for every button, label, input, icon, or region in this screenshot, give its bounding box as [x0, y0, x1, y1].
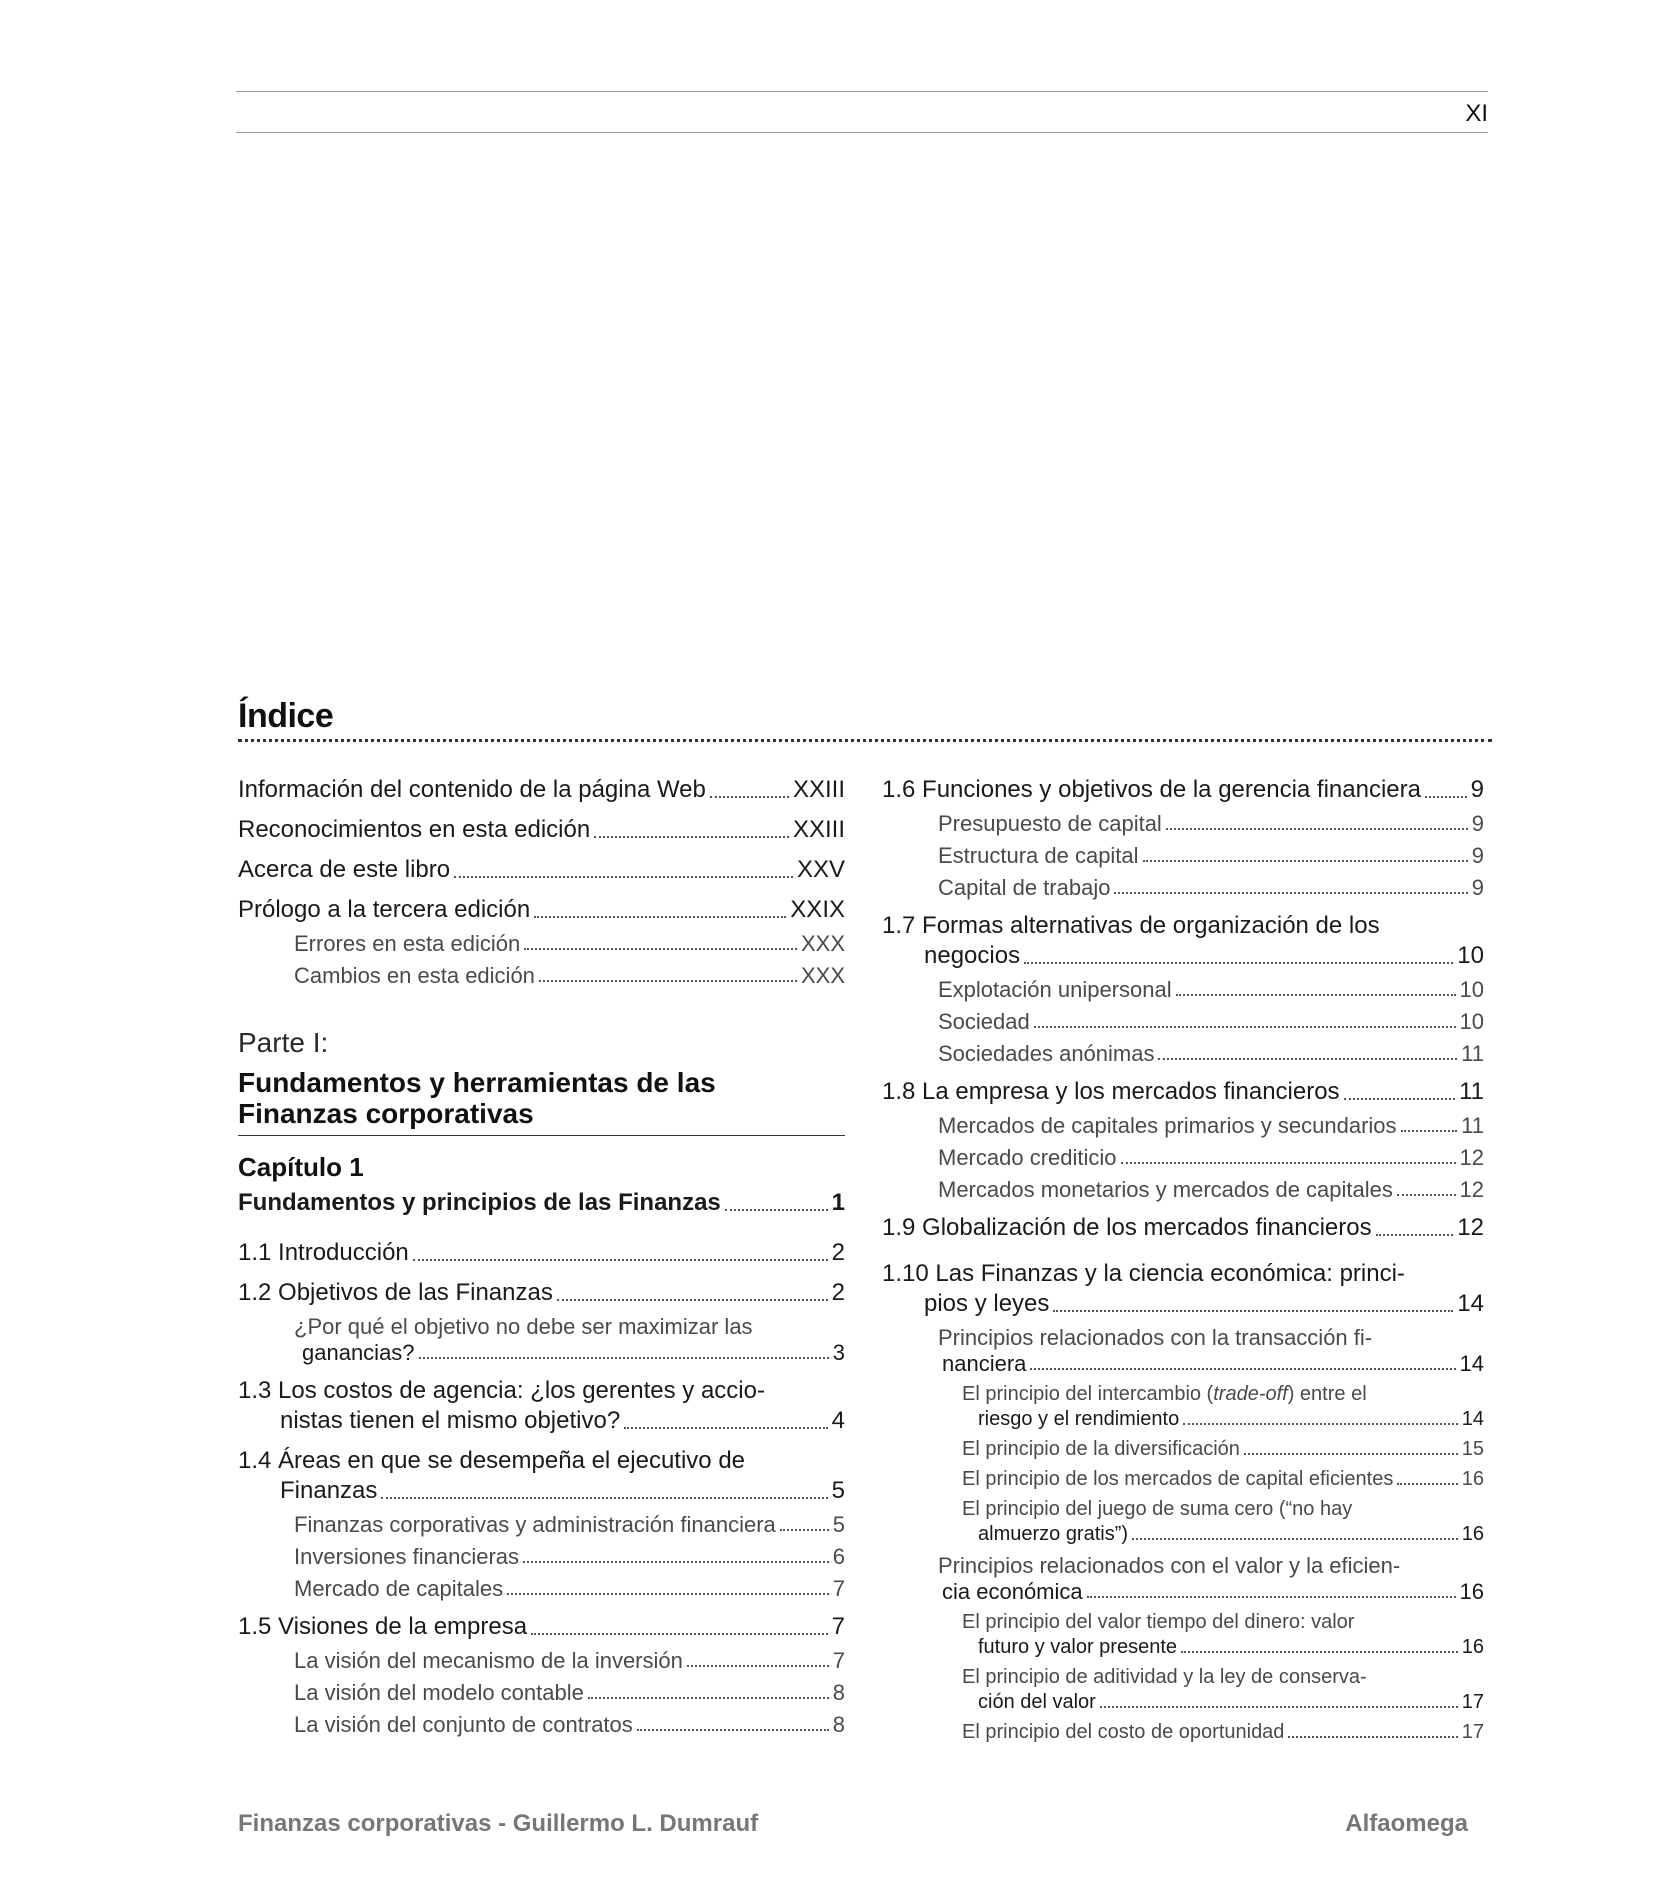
toc-subentry[interactable]: Mercado crediticio 12 [938, 1145, 1484, 1170]
toc-subentry[interactable]: Presupuesto de capital 9 [938, 811, 1484, 836]
page-number: XI [1465, 100, 1488, 127]
toc-entry[interactable]: Reconocimientos en esta edición XXIII [238, 816, 845, 843]
toc-subentry[interactable]: Mercado de capitales 7 [294, 1576, 845, 1601]
toc-subentry[interactable]: Inversiones financieras 6 [294, 1544, 845, 1569]
toc-entry[interactable]: Información del contenido de la página Web XXIII [238, 776, 845, 803]
toc-subsubentry[interactable]: El principio de aditividad y la ley de conserva- ción del valor 17 [962, 1666, 1484, 1713]
toc-subentry[interactable]: Principios relacionados con la transacción fi- nanciera 14 [938, 1325, 1484, 1376]
toc-section[interactable]: 1.1 Introducción 2 [238, 1239, 845, 1266]
toc-subentry[interactable]: Explotación unipersonal 10 [938, 977, 1484, 1002]
toc-subentry[interactable]: Cambios en esta edición XXX [294, 963, 845, 988]
toc-subsubentry[interactable]: El principio de la diversificación 15 [962, 1438, 1484, 1460]
toc-subentry[interactable]: La visión del modelo contable 8 [294, 1680, 845, 1705]
footer-book-title: Finanzas corporativas - Guillermo L. Dumrauf [238, 1810, 759, 1837]
toc-left-column [238, 775, 845, 1738]
toc-section[interactable]: 1.10 Las Finanzas y la ciencia económica: princi- pios y leyes 14 [882, 1260, 1484, 1317]
toc-subsubentry[interactable]: El principio del juego de suma cero (“no hay almuerzo gratis”) 16 [962, 1498, 1484, 1545]
toc-subentry[interactable]: Sociedad 10 [938, 1009, 1484, 1034]
page-title: Índice [238, 697, 334, 735]
toc-subentry[interactable]: Mercados monetarios y mercados de capitales 12 [938, 1177, 1484, 1202]
toc-subsubentry[interactable]: El principio del costo de oportunidad 17 [962, 1721, 1484, 1743]
header-rule-top [236, 91, 1488, 92]
toc-subentry[interactable]: Estructura de capital 9 [938, 843, 1484, 868]
toc-subentry[interactable]: ¿Por qué el objetivo no debe ser maximizar las ganancias? 3 [294, 1314, 845, 1365]
toc-section[interactable]: 1.9 Globalización de los mercados financieros 12 [882, 1214, 1484, 1241]
toc-subentry[interactable]: Principios relacionados con el valor y la eficien- cia económica 16 [938, 1553, 1484, 1604]
toc-section[interactable]: 1.5 Visiones de la empresa 7 [238, 1613, 845, 1640]
toc-section[interactable]: 1.6 Funciones y objetivos de la gerencia financiera 9 [882, 776, 1484, 803]
toc-subentry[interactable]: La visión del conjunto de contratos 8 [294, 1712, 845, 1737]
toc-subentry[interactable]: Sociedades anónimas 11 [938, 1041, 1484, 1066]
toc-subentry[interactable]: Mercados de capitales primarios y secundarios 11 [938, 1113, 1484, 1138]
title-dotted-rule [238, 739, 1492, 742]
toc-chapter-title[interactable]: Fundamentos y principios de las Finanzas 1 [238, 1189, 845, 1216]
toc-entry[interactable]: Acerca de este libro XXV [238, 856, 845, 883]
toc-subentry[interactable]: Finanzas corporativas y administración financiera 5 [294, 1512, 845, 1537]
toc-section[interactable]: 1.4 Áreas en que se desempeña el ejecutivo de Finanzas 5 [238, 1447, 845, 1504]
toc-subsubentry[interactable]: El principio de los mercados de capital eficientes 16 [962, 1468, 1484, 1490]
toc-section[interactable]: 1.8 La empresa y los mercados financieros 11 [882, 1078, 1484, 1105]
header-rule-bottom [236, 132, 1488, 133]
toc-right-column [882, 775, 1484, 1745]
toc-section[interactable]: 1.7 Formas alternativas de organización de los negocios 10 [882, 912, 1484, 969]
part-divider [238, 1135, 845, 1136]
part-label: Parte I: [238, 1027, 329, 1058]
toc-entry[interactable]: Prólogo a la tercera edición XXIX [238, 896, 845, 923]
toc-subsubentry[interactable]: El principio del valor tiempo del dinero: valor futuro y valor presente 16 [962, 1611, 1484, 1658]
toc-subentry[interactable]: La visión del mecanismo de la inversión 7 [294, 1648, 845, 1673]
footer-publisher: Alfaomega [1345, 1810, 1468, 1837]
toc-section[interactable]: 1.3 Los costos de agencia: ¿los gerentes y accio- nistas tienen el mismo objetivo? 4 [238, 1377, 845, 1434]
toc-subsubentry[interactable]: El principio del intercambio (trade-off) entre el riesgo y el rendimiento 14 [962, 1383, 1484, 1430]
toc-subentry[interactable]: Capital de trabajo 9 [938, 875, 1484, 900]
part-title: Fundamentos y herramientas de las Finanzas corporativas [238, 1067, 716, 1129]
chapter-label: Capítulo 1 [238, 1152, 364, 1182]
toc-section[interactable]: 1.2 Objetivos de las Finanzas 2 [238, 1279, 845, 1306]
toc-subentry[interactable]: Errores en esta edición XXX [294, 931, 845, 956]
